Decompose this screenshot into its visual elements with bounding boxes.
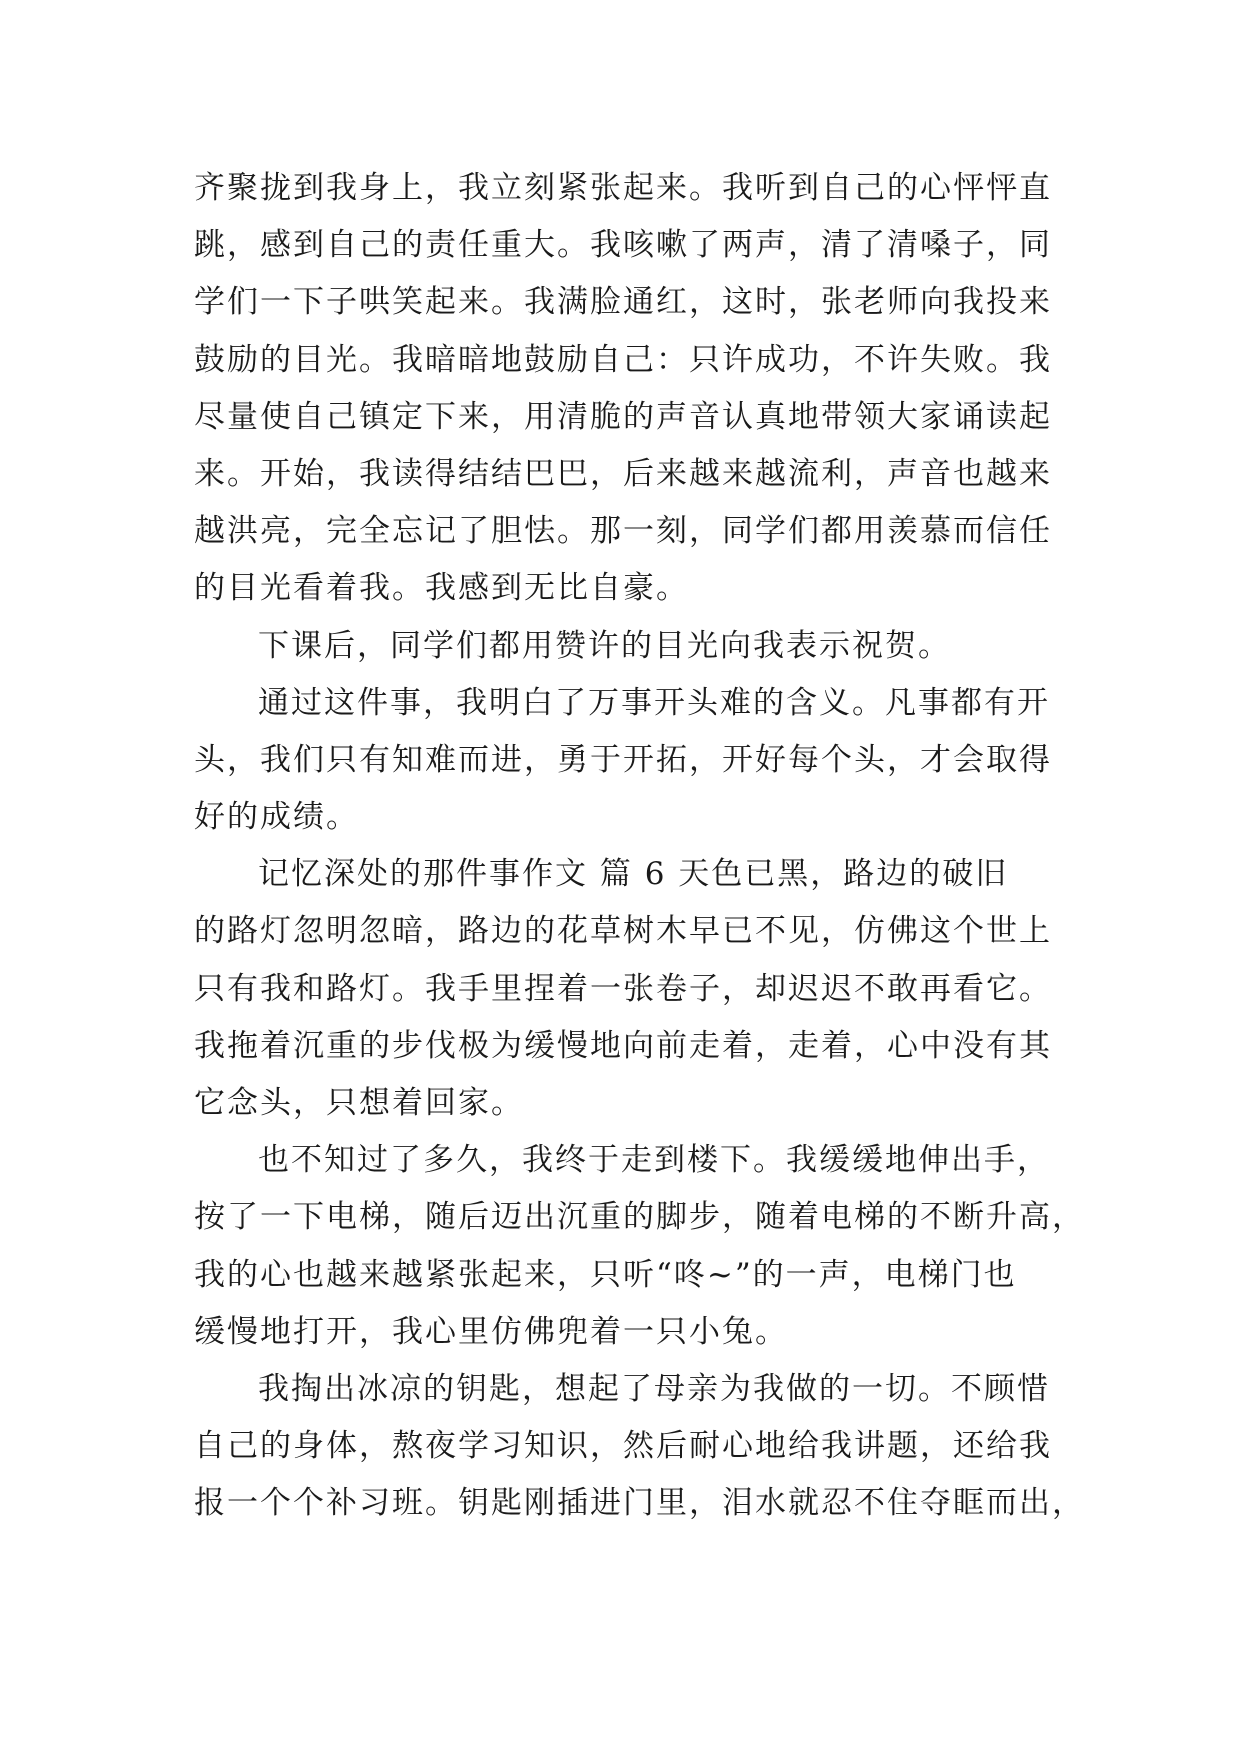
text-line: 我掏出冰凉的钥匙，想起了母亲为我做的一切。不顾惜	[258, 1370, 1050, 1407]
text-line: 我的心也越来越紧张起来，只听“咚~”的一声，电梯门也	[194, 1256, 1017, 1293]
text-line: 的路灯忽明忽暗，路边的花草树木早已不见，仿佛这个世上	[194, 913, 1052, 950]
essay-text	[194, 160, 1085, 1533]
text-line: 它念头，只想着回家。	[194, 1085, 524, 1121]
text-line: 越洪亮，完全忘记了胆怯。那一刻，同学们都用羡慕而信任	[194, 513, 1052, 550]
text-line: 跳，感到自己的责任重大。我咳嗽了两声，清了清嗓子，同	[194, 227, 1052, 264]
text-line: 报一个个补习班。钥匙刚插进门里，泪水就忍不住夺眶而出，	[194, 1485, 1085, 1522]
text-line: 我拖着沉重的步伐极为缓慢地向前走着，走着，心中没有其	[194, 1027, 1052, 1064]
text-line: 齐聚拢到我身上，我立刻紧张起来。我听到自己的心怦怦直	[194, 170, 1052, 206]
text-line: 只有我和路灯。我手里捏着一张卷子，却迟迟不敢再看它。	[194, 970, 1052, 1007]
text-line: 下课后，同学们都用赞许的目光向我表示祝贺。	[258, 627, 951, 664]
text-line: 来。开始，我读得结结巴巴，后来越来越流利，声音也越来	[194, 455, 1052, 492]
text-line: 头，我们只有知难而进，勇于开拓，开好每个头，才会取得	[194, 741, 1052, 778]
text-line: 鼓励的目光。我暗暗地鼓励自己：只许成功，不许失败。我	[194, 341, 1052, 378]
text-line: 通过这件事，我明白了万事开头难的含义。凡事都有开	[258, 684, 1050, 721]
text-line: 记忆深处的那件事作文 篇 6 天色已黑，路边的破旧	[258, 856, 1009, 893]
text-line: 好的成绩。	[194, 799, 359, 836]
text-line: 也不知过了多久，我终于走到楼下。我缓缓地伸出手，	[258, 1142, 1050, 1179]
text-line: 的目光看着我。我感到无比自豪。	[194, 570, 689, 607]
text-line: 自己的身体，熬夜学习知识，然后耐心地给我讲题，还给我	[194, 1428, 1052, 1465]
text-line: 按了一下电梯，随后迈出沉重的脚步，随着电梯的不断升高，	[194, 1199, 1085, 1236]
text-line: 学们一下子哄笑起来。我满脸通红，这时，张老师向我投来	[194, 284, 1052, 321]
text-line: 尽量使自己镇定下来，用清脆的声音认真地带领大家诵读起	[194, 398, 1052, 435]
text-line: 缓慢地打开，我心里仿佛兜着一只小兔。	[194, 1313, 788, 1350]
